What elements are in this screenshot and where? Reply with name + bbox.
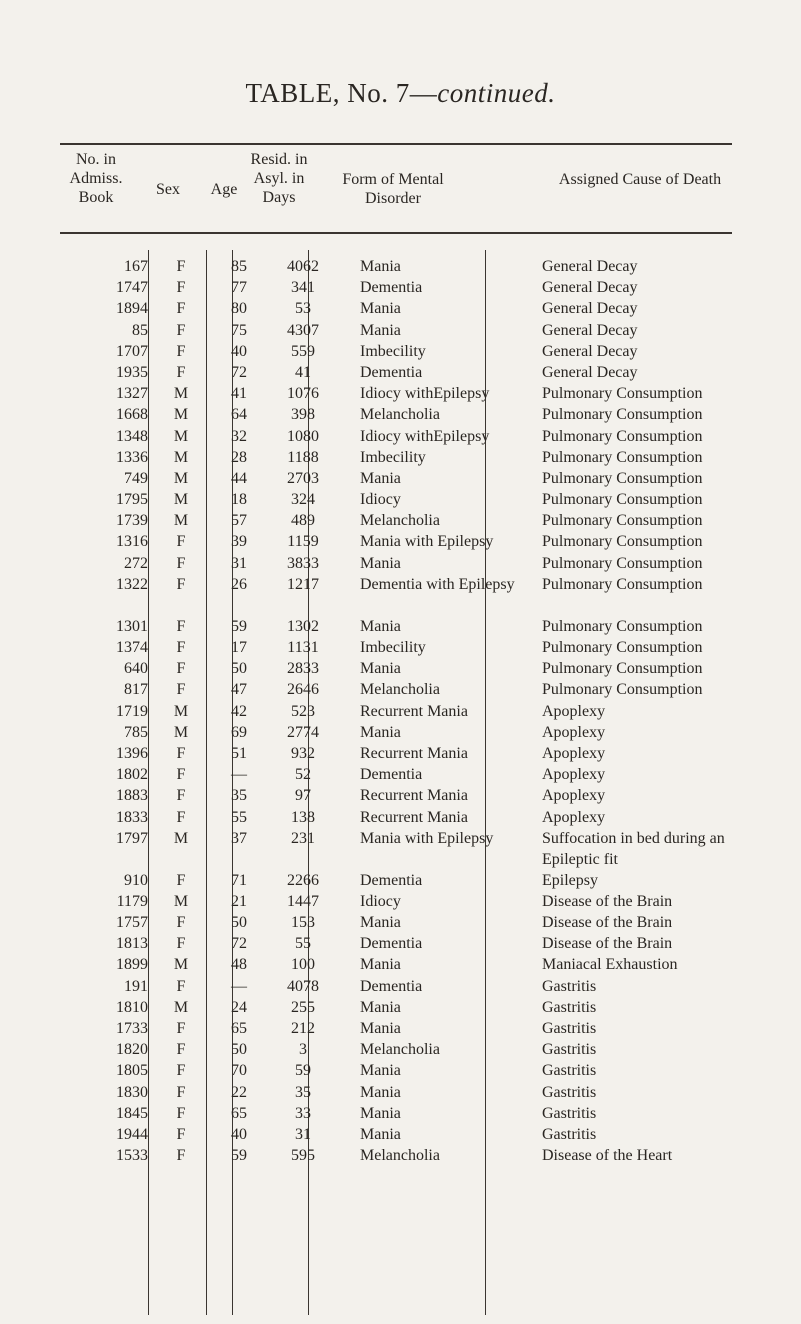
admission-number: 1533 <box>116 1147 148 1165</box>
age: — <box>231 977 247 995</box>
residence-days: 138 <box>291 808 315 826</box>
mental-disorder: Melancholia <box>360 406 440 424</box>
cause-of-death: Pulmonary Consumption <box>542 469 703 487</box>
residence-days: 33 <box>295 1104 311 1122</box>
admission-number: 1322 <box>116 575 148 593</box>
table-row <box>68 256 782 277</box>
residence-days: 398 <box>291 406 315 424</box>
admission-number: 1830 <box>116 1083 148 1101</box>
admission-number: 1719 <box>116 702 148 720</box>
table-row <box>68 743 782 764</box>
admission-number: 785 <box>124 723 148 741</box>
sex: M <box>173 829 189 847</box>
age: 24 <box>231 998 247 1016</box>
admission-number: 1757 <box>116 914 148 932</box>
admission-number: 749 <box>124 469 148 487</box>
admission-number: 1396 <box>116 744 148 762</box>
age: 70 <box>231 1062 247 1080</box>
mental-disorder: Mania <box>360 914 401 932</box>
mental-disorder: Idiocy withEpilepsy <box>360 427 490 445</box>
sex: M <box>173 469 189 487</box>
age: 57 <box>231 512 247 530</box>
admission-number: 1316 <box>116 533 148 551</box>
sex: F <box>176 554 186 572</box>
cause-of-death: Gastritis <box>542 1041 597 1059</box>
sex: F <box>176 639 186 656</box>
cause-of-death: Maniacal Exhaustion <box>542 956 678 974</box>
residence-days: 4307 <box>287 321 319 339</box>
age: 39 <box>231 533 247 551</box>
sex: M <box>173 723 189 741</box>
cause-of-death: Pulmonary Consumption <box>542 533 703 551</box>
age: 50 <box>231 914 247 932</box>
residence-days: 212 <box>291 1020 315 1037</box>
admission-number: 1810 <box>116 998 148 1016</box>
cause-of-death: Pulmonary Consumption <box>542 554 703 572</box>
cause-of-death: Pulmonary Consumption <box>542 491 703 509</box>
table-row <box>68 933 782 954</box>
mental-disorder: Imbecility <box>360 448 426 466</box>
admission-number: 1813 <box>116 935 148 953</box>
mental-disorder: Mania <box>360 1062 401 1080</box>
admission-number: 910 <box>124 871 148 889</box>
cause-of-death: Gastritis <box>542 1062 597 1080</box>
table-row <box>68 616 782 637</box>
cause-of-death: Apoplexy <box>542 787 606 805</box>
admission-number: 1883 <box>116 787 148 805</box>
admission-number: 1845 <box>116 1104 148 1122</box>
cause-of-death: Gastritis <box>542 1020 597 1037</box>
table-row <box>68 489 782 510</box>
mental-disorder: Recurrent Mania <box>360 702 468 720</box>
age: 55 <box>231 808 247 826</box>
cause-of-death: Apoplexy <box>542 766 606 784</box>
cause-of-death: General Decay <box>542 363 638 381</box>
admission-number: 272 <box>124 554 148 572</box>
residence-days: 1159 <box>287 533 319 551</box>
admission-number: 1820 <box>116 1041 148 1059</box>
mental-disorder: Imbecility <box>360 342 426 360</box>
sex: F <box>176 617 186 635</box>
age: 47 <box>231 681 247 699</box>
residence-days: 2266 <box>287 871 319 889</box>
age: 72 <box>231 363 247 381</box>
mental-disorder: Melancholia <box>360 512 440 530</box>
cause-of-death: Pulmonary Consumption <box>542 575 703 593</box>
top-rule <box>60 143 732 145</box>
cause-of-death: Pulmonary Consumption <box>542 448 703 466</box>
cause-of-death: Gastritis <box>542 1083 597 1101</box>
table-row <box>68 701 782 722</box>
mental-disorder: Dementia <box>360 279 423 297</box>
table-row <box>68 531 782 552</box>
table-row <box>68 298 782 319</box>
table-row <box>68 1060 782 1081</box>
residence-days: 1302 <box>287 617 319 635</box>
admission-number: 1733 <box>116 1020 148 1037</box>
table-row <box>68 870 782 891</box>
mental-disorder: Melancholia <box>360 1041 440 1059</box>
sex: F <box>176 1125 186 1143</box>
cause-of-death: Gastritis <box>542 998 597 1016</box>
admission-number: 1179 <box>116 892 148 910</box>
sex: F <box>176 935 186 953</box>
residence-days: 3 <box>299 1041 307 1059</box>
mental-disorder: Mania with Epilepsy <box>360 533 494 551</box>
residence-days: 3833 <box>287 554 319 572</box>
cause-of-death: General Decay <box>542 342 638 360</box>
admission-number: 167 <box>124 258 148 275</box>
cause-of-death: Pulmonary Consumption <box>542 681 703 699</box>
table-row <box>68 426 782 447</box>
residence-days: 489 <box>291 512 315 530</box>
mental-disorder: Idiocy withEpilepsy <box>360 385 490 403</box>
table-row <box>68 362 782 383</box>
admission-number: 1797 <box>116 829 148 847</box>
mental-disorder: Dementia <box>360 935 423 953</box>
residence-days: 324 <box>291 491 315 509</box>
admission-number: 817 <box>124 681 148 699</box>
header-rule <box>60 232 732 234</box>
header-days: Resid. in Asyl. in Days <box>250 151 308 206</box>
age: 28 <box>231 448 247 466</box>
residence-days: 41 <box>295 363 311 381</box>
mental-disorder: Mania <box>360 1083 401 1101</box>
cause-of-death: Pulmonary Consumption <box>542 385 703 403</box>
admission-number: 1348 <box>116 427 148 445</box>
table-row <box>68 722 782 743</box>
sex: F <box>176 258 186 275</box>
mental-disorder: Mania <box>360 998 401 1016</box>
cause-of-death: Epilepsy <box>542 871 598 889</box>
cause-of-death: Disease of the Brain <box>542 892 673 910</box>
sex: F <box>176 300 186 318</box>
table-row <box>68 679 782 700</box>
admission-number: 1301 <box>116 617 148 635</box>
mental-disorder: Melancholia <box>360 681 440 699</box>
residence-days: 59 <box>295 1062 311 1080</box>
residence-days: 559 <box>291 342 315 360</box>
table-row <box>68 447 782 468</box>
cause-of-death: Gastritis <box>542 1104 597 1122</box>
age: 37 <box>231 829 247 847</box>
residence-days: 55 <box>295 935 311 953</box>
admission-number: 1805 <box>116 1062 148 1080</box>
age: 59 <box>231 1147 247 1165</box>
residence-days: 1447 <box>287 892 319 910</box>
cause-of-death: Apoplexy <box>542 744 606 762</box>
cause-of-death: General Decay <box>542 279 638 297</box>
admission-number: 1374 <box>116 639 148 656</box>
residence-days: 153 <box>291 914 315 932</box>
mental-disorder: Recurrent Mania <box>360 787 468 805</box>
table-row <box>68 383 782 404</box>
mental-disorder: Melancholia <box>360 1147 440 1165</box>
sex: M <box>173 448 189 466</box>
sex: F <box>176 977 186 995</box>
table-row <box>68 637 782 658</box>
age: 72 <box>231 935 247 953</box>
mental-disorder: Dementia <box>360 977 423 995</box>
admission-number: 1336 <box>116 448 148 466</box>
admission-number: 1739 <box>116 512 148 530</box>
table-row <box>68 510 782 531</box>
residence-days: 52 <box>295 766 311 784</box>
admission-number: 1747 <box>116 279 148 297</box>
admission-number: 1935 <box>116 363 148 381</box>
age: 71 <box>231 871 247 889</box>
residence-days: 35 <box>295 1083 311 1101</box>
header-form: Form of Mental Disorder <box>342 171 444 207</box>
age: 64 <box>231 406 247 424</box>
age: 50 <box>231 660 247 678</box>
age: 18 <box>231 491 247 509</box>
sex: F <box>176 808 186 826</box>
table-row <box>68 553 782 574</box>
sex: F <box>176 787 186 805</box>
admission-number: 1802 <box>116 766 148 784</box>
sex: M <box>173 892 189 910</box>
cause-of-death: Pulmonary Consumption <box>542 617 703 635</box>
page-title: TABLE, No. 7—continued. <box>245 78 556 108</box>
sex: M <box>173 406 189 424</box>
age: 35 <box>231 787 247 805</box>
sex: F <box>176 744 186 762</box>
sex: F <box>176 1147 186 1165</box>
mental-disorder: Mania <box>360 258 401 275</box>
sex: F <box>176 1041 186 1059</box>
table-row <box>68 1103 782 1124</box>
cause-of-death: Disease of the Brain <box>542 935 673 953</box>
mental-disorder: Recurrent Mania <box>360 808 468 826</box>
age: 48 <box>231 956 247 974</box>
age: 31 <box>231 554 247 572</box>
cause-of-death: Pulmonary Consumption <box>542 427 703 445</box>
sex: M <box>173 702 189 720</box>
table-row <box>68 1124 782 1145</box>
cause-of-death: Apoplexy <box>542 702 606 720</box>
sex: F <box>176 1020 186 1037</box>
cause-of-death: Gastritis <box>542 1125 597 1143</box>
sex: F <box>176 681 186 699</box>
mental-disorder: Mania with Epilepsy <box>360 829 494 847</box>
table-row <box>68 320 782 341</box>
mental-disorder: Mania <box>360 1104 401 1122</box>
sex: M <box>173 491 189 509</box>
sex: F <box>176 279 186 297</box>
mental-disorder: Imbecility <box>360 639 426 656</box>
table-row <box>68 658 782 679</box>
admission-number: 191 <box>124 977 148 995</box>
header-age: Age <box>210 181 238 198</box>
cause-of-death: Pulmonary Consumption <box>542 660 703 678</box>
cause-of-death: General Decay <box>542 321 638 339</box>
residence-days: 2646 <box>287 681 319 699</box>
age: 42 <box>231 702 247 720</box>
admission-number: 1707 <box>116 342 148 360</box>
residence-days: 100 <box>291 956 315 974</box>
cause-of-death: Disease of the Brain <box>542 914 673 932</box>
mental-disorder: Mania <box>360 300 401 318</box>
residence-days: 523 <box>291 702 315 720</box>
table-row <box>68 574 782 616</box>
age: 69 <box>231 723 247 741</box>
cause-of-death: Suffocation in bed during an Epileptic fit <box>542 829 725 868</box>
age: 32 <box>231 427 247 445</box>
header-no: No. in Admiss. Book <box>69 151 123 206</box>
residence-days: 231 <box>291 829 315 847</box>
age: 50 <box>231 1041 247 1059</box>
residence-days: 2774 <box>287 723 319 741</box>
mental-disorder: Idiocy <box>360 892 401 910</box>
residence-days: 1080 <box>287 427 319 445</box>
sex: M <box>173 385 189 403</box>
cause-of-death: General Decay <box>542 300 638 318</box>
age: 17 <box>231 639 247 656</box>
residence-days: 4078 <box>287 977 319 995</box>
sex: F <box>176 766 186 784</box>
mental-disorder: Dementia <box>360 871 423 889</box>
mental-disorder: Mania <box>360 617 401 635</box>
sex: F <box>176 363 186 381</box>
age: — <box>231 766 247 784</box>
sex: F <box>176 575 186 593</box>
age: 40 <box>231 1125 247 1143</box>
table-row <box>68 277 782 298</box>
age: 40 <box>231 342 247 360</box>
age: 80 <box>231 300 247 318</box>
table-row <box>68 341 782 362</box>
mental-disorder: Mania <box>360 956 401 974</box>
sex: M <box>173 512 189 530</box>
mental-disorder: Dementia <box>360 766 423 784</box>
age: 65 <box>231 1104 247 1122</box>
residence-days: 255 <box>291 998 315 1016</box>
sex: F <box>176 660 186 678</box>
sex: M <box>173 427 189 445</box>
admission-number: 1944 <box>116 1125 148 1143</box>
mental-disorder: Mania <box>360 1125 401 1143</box>
age: 41 <box>231 385 247 403</box>
data-table <box>68 256 782 1166</box>
residence-days: 97 <box>295 787 311 805</box>
residence-days: 341 <box>291 279 315 297</box>
mental-disorder: Dementia <box>360 363 423 381</box>
age: 21 <box>231 892 247 910</box>
admission-number: 1668 <box>116 406 148 424</box>
cause-of-death: Apoplexy <box>542 723 606 741</box>
residence-days: 2703 <box>287 469 319 487</box>
table-row <box>68 912 782 933</box>
residence-days: 4062 <box>287 258 319 275</box>
sex: F <box>176 1083 186 1101</box>
residence-days: 2833 <box>287 660 319 678</box>
table-row <box>68 785 782 806</box>
residence-days: 1076 <box>287 385 319 403</box>
residence-days: 1131 <box>287 639 319 656</box>
sex: F <box>176 914 186 932</box>
cause-of-death: Gastritis <box>542 977 597 995</box>
table-row <box>68 1039 782 1060</box>
residence-days: 31 <box>295 1125 311 1143</box>
cause-of-death: Pulmonary Consumption <box>542 639 703 656</box>
header-sex: Sex <box>156 181 180 198</box>
sex: M <box>173 956 189 974</box>
admission-number: 85 <box>132 321 148 339</box>
table-row <box>68 891 782 912</box>
sex: F <box>176 1062 186 1080</box>
admission-number: 1795 <box>116 491 148 509</box>
table-row <box>68 997 782 1018</box>
admission-number: 1833 <box>116 808 148 826</box>
mental-disorder: Idiocy <box>360 491 401 509</box>
residence-days: 1217 <box>287 575 319 593</box>
cause-of-death: General Decay <box>542 258 638 275</box>
residence-days: 932 <box>291 744 315 762</box>
sex: M <box>173 998 189 1016</box>
age: 51 <box>231 744 247 762</box>
admission-number: 640 <box>124 660 148 678</box>
table-row <box>68 468 782 489</box>
table-row <box>68 976 782 997</box>
cause-of-death: Pulmonary Consumption <box>542 406 703 424</box>
table-row <box>68 764 782 785</box>
mental-disorder: Recurrent Mania <box>360 744 468 762</box>
cause-of-death: Disease of the Heart <box>542 1147 673 1165</box>
mental-disorder: Dementia with Epilepsy <box>360 575 515 593</box>
table-row <box>68 1082 782 1103</box>
table-row <box>68 954 782 975</box>
cause-of-death: Pulmonary Consumption <box>542 512 703 530</box>
cause-of-death: Apoplexy <box>542 808 606 826</box>
mental-disorder: Mania <box>360 469 401 487</box>
mental-disorder: Mania <box>360 1020 401 1037</box>
table-row <box>68 828 782 870</box>
residence-days: 1188 <box>287 448 319 466</box>
mental-disorder: Mania <box>360 554 401 572</box>
admission-number: 1894 <box>116 300 148 318</box>
residence-days: 595 <box>291 1147 315 1165</box>
sex: F <box>176 321 186 339</box>
header-cause: Assigned Cause of Death <box>558 171 722 188</box>
mental-disorder: Mania <box>360 723 401 741</box>
sex: F <box>176 871 186 889</box>
age: 26 <box>231 575 247 593</box>
sex: F <box>176 342 186 360</box>
age: 44 <box>231 469 247 487</box>
table-row <box>68 404 782 425</box>
age: 22 <box>231 1083 247 1101</box>
sex: F <box>176 533 186 551</box>
admission-number: 1327 <box>116 385 148 403</box>
table-row <box>68 807 782 828</box>
age: 77 <box>231 279 247 297</box>
age: 65 <box>231 1020 247 1037</box>
sex: F <box>176 1104 186 1122</box>
age: 59 <box>231 617 247 635</box>
age: 75 <box>231 321 247 339</box>
admission-number: 1899 <box>116 956 148 974</box>
table-row <box>68 1145 782 1166</box>
residence-days: 53 <box>295 300 311 318</box>
mental-disorder: Mania <box>360 321 401 339</box>
age: 85 <box>231 258 247 275</box>
mental-disorder: Mania <box>360 660 401 678</box>
table-row <box>68 1018 782 1039</box>
